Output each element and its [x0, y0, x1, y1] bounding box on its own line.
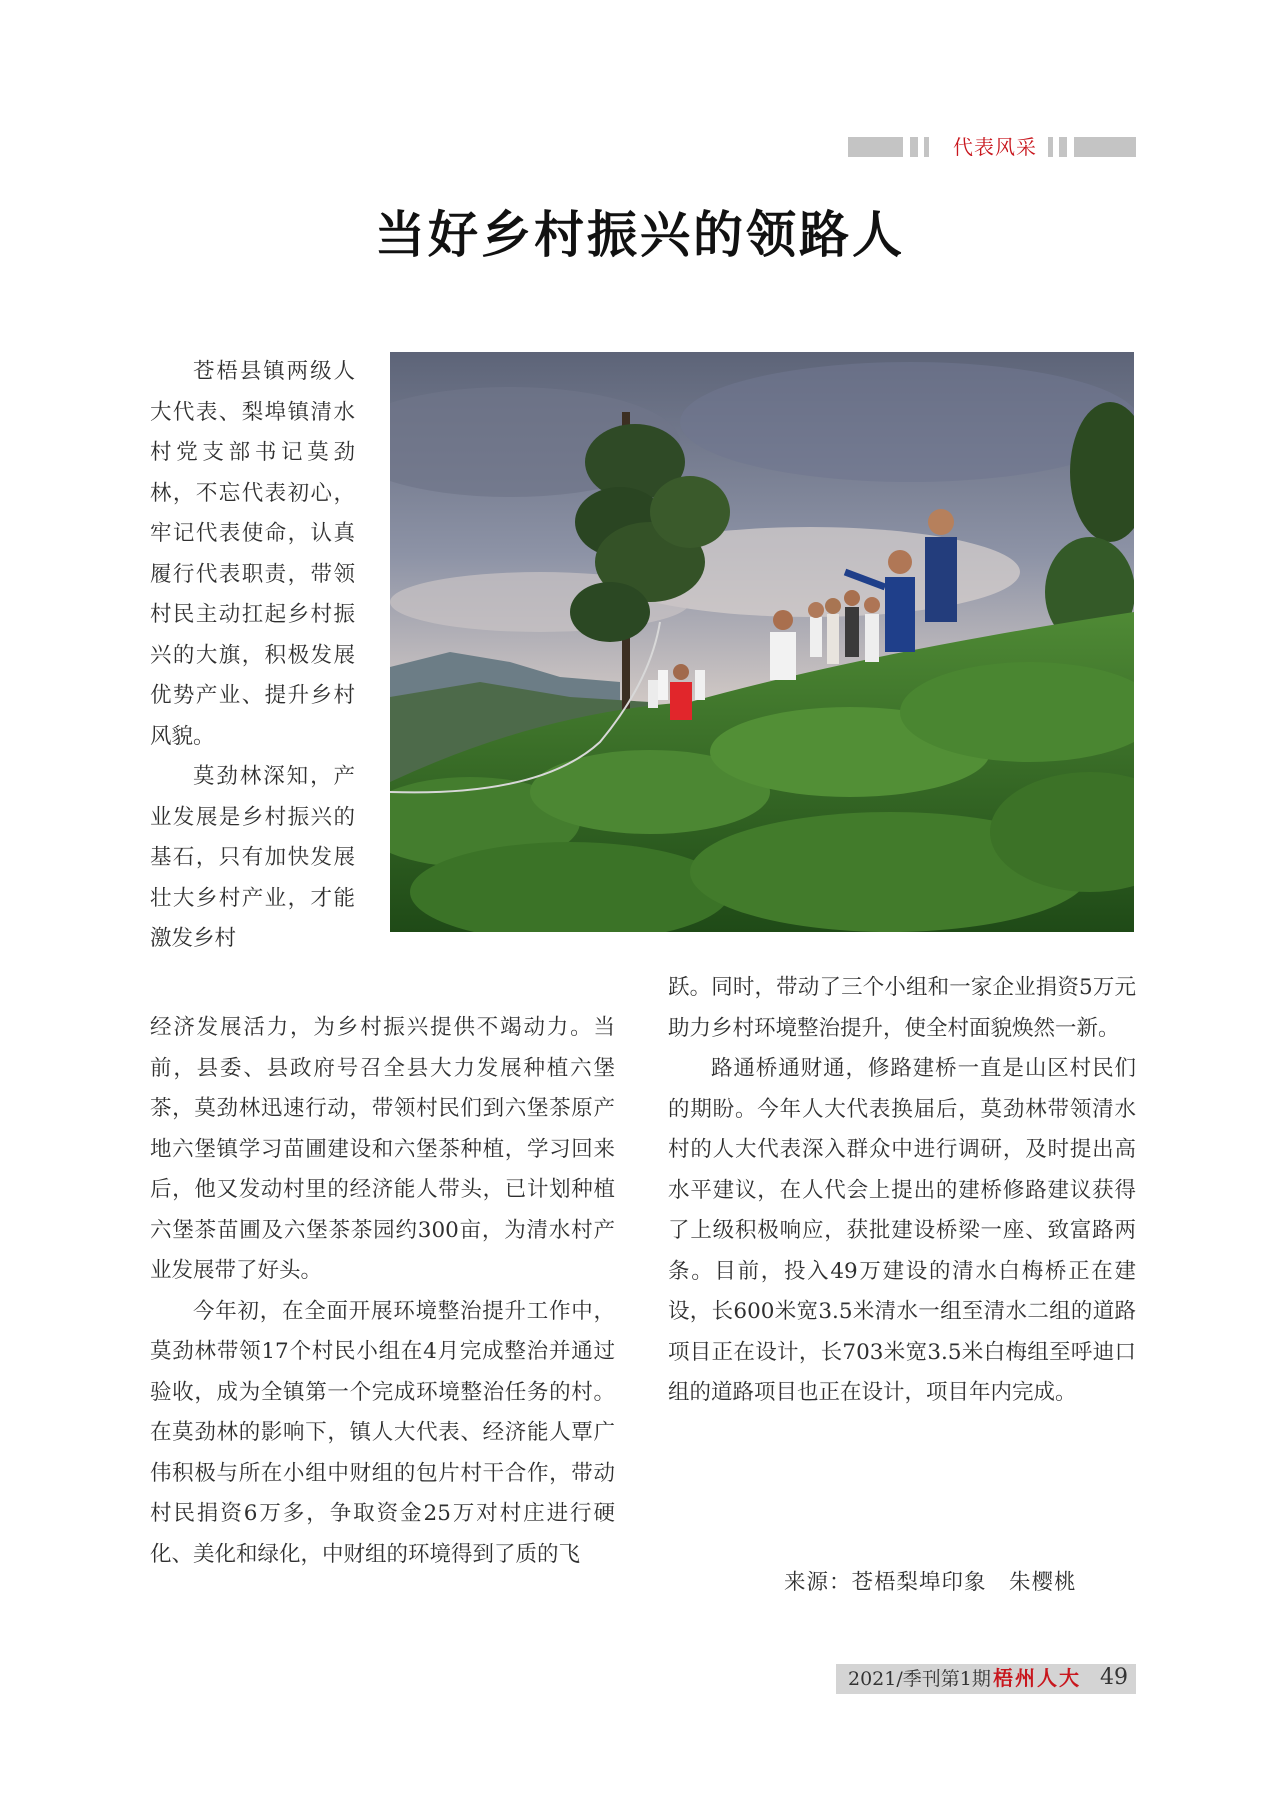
paragraph-3-continued: 跃。同时，带动了三个小组和一家企业捐资5万元助力乡村环境整治提升，使全村面貌焕然一新。: [668, 975, 1136, 1041]
article-photo: [390, 352, 1134, 932]
banner-bar-left: [848, 137, 903, 157]
banner-bar-right-tick: [1048, 137, 1053, 157]
paragraph-4: 路通桥通财通，修路建桥一直是山区村民们的期盼。今年人大代表换届后，莫劲林带领清水村的人大代表深入群众中进行调研，及时提出高水平建议，在人代会上提出的建桥修路建议获得了上级积极响应，获批建设桥梁一座、致富路两条。目前，投入49万建设的清水白梅桥正在建设，长600米宽3.5米清水一组至清水二组的道路项目正在设计，长703米宽3.5米白梅组至呼迪口组的道路项目也正在设计，项目年内完成。: [668, 1056, 1136, 1405]
section-banner: [848, 137, 1136, 157]
magazine-brand: 梧州人大: [993, 1666, 1081, 1690]
banner-bar-right-short: [1059, 137, 1067, 157]
article-title: 当好乡村振兴的领路人: [375, 205, 905, 264]
intro-column: [150, 352, 355, 960]
right-column: [668, 968, 1136, 1414]
article-source: 来源：苍梧梨埠印象 朱樱桃: [784, 1570, 1077, 1595]
page-footer: [836, 1664, 1136, 1694]
intro-paragraph: 苍梧县镇两级人大代表、梨埠镇清水村党支部书记莫劲林，不忘代表初心，牢记代表使命，认真履行代表职责，带领村民主动扛起乡村振兴的大旗，积极发展优势产业、提升乡村风貌。: [150, 359, 355, 749]
left-column: [150, 1008, 615, 1575]
paragraph-2-continued: 经济发展活力，为乡村振兴提供不竭动力。当前，县委、县政府号召全县大力发展种植六堡茶，莫劲林迅速行动，带领村民们到六堡茶原产地六堡镇学习苗圃建设和六堡茶种植，学习回来后，他又发动村里的经济能人带头，已计划种植六堡茶苗圃及六堡茶茶园约300亩，为清水村产业发展带了好头。: [150, 1015, 615, 1283]
issue-label: 2021/季刊第1期: [848, 1668, 991, 1690]
paragraph-3: 今年初，在全面开展环境整治提升工作中，莫劲林带领17个村民小组在4月完成整治并通过验收，成为全镇第一个完成环境整治任务的村。在莫劲林的影响下，镇人大代表、经济能人覃广伟积极与所在小组中财组的包片村干合作，带动村民捐资6万多，争取资金25万对村庄进行硬化、美化和绿化，中财组的环境得到了质的飞: [150, 1298, 615, 1567]
paragraph-2-start: 莫劲林深知，产业发展是乡村振兴的基石，只有加快发展壮大乡村产业，才能激发乡村: [150, 764, 355, 951]
banner-bar-left-tick: [924, 137, 929, 157]
section-label: 代表风采: [953, 135, 1037, 159]
banner-bar-left-short: [910, 137, 918, 157]
banner-bar-right: [1074, 137, 1136, 157]
page-number: 49: [1100, 1665, 1128, 1690]
